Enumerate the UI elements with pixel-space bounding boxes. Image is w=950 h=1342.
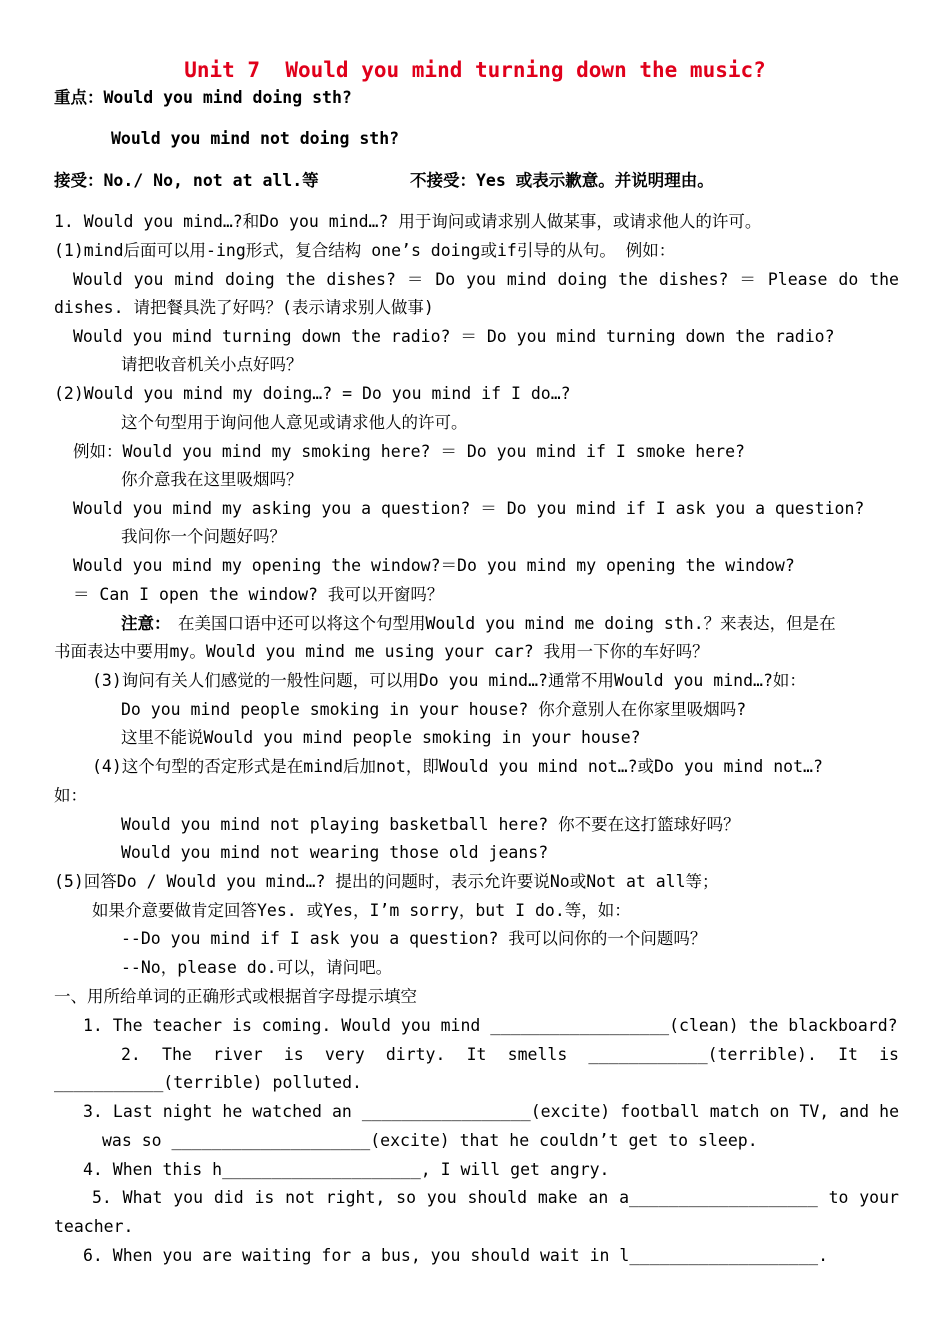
body-line: --Do you mind if I ask you a question? 我可以问你的一个问题吗？ xyxy=(121,929,707,948)
key-points-line1: 重点：Would you mind doing sth? xyxy=(54,88,352,107)
key-points-line2: Would you mind not doing sth? xyxy=(111,129,400,148)
body-line: 书面表达中要用my。Would you mind me using your car? 我用一下你的车好吗？ xyxy=(54,642,709,661)
body-line: Would you mind not wearing those old jeans? xyxy=(121,843,549,862)
body-line: Would you mind turning down the radio? ＝ Do you mind turning down the radio? xyxy=(73,327,835,346)
body-line: --No，please do.可以，请问吧。 xyxy=(121,958,393,977)
body-line: 请把收音机关小点好吗？ xyxy=(121,355,303,374)
exercise-heading: 一、用所给单词的正确形式或根据首字母提示填空 xyxy=(54,987,417,1006)
body-line: (3)询问有关人们感觉的一般性问题，可以用Do you mind…?通常不用Would you mind…?如： xyxy=(92,671,806,690)
exercise-item: 6. When you are waiting for a bus, you should wait in l___________________. xyxy=(83,1246,829,1265)
body-line: (5)回答Do / Would you mind…? 提出的问题时，表示允许要说No或Not at all等； xyxy=(54,872,719,891)
document-title: Unit 7 Would you mind turning down the music? xyxy=(184,58,766,82)
body-line: (2)Would you mind my doing…? = Do you mind if I do…? xyxy=(54,384,571,403)
exercise-item: 1. The teacher is coming. Would you mind __________________(clean) the blackboard? xyxy=(83,1016,898,1035)
body-line: 如果介意要做肯定回答Yes. 或Yes，I’m sorry，but I do.等，如： xyxy=(92,901,631,920)
body-line: Would you mind doing the dishes? ＝ Do you mind doing the dishes? ＝ Please do the xyxy=(73,270,899,289)
body-line: Do you mind people smoking in your house? 你介意别人在你家里吸烟吗? xyxy=(121,700,747,719)
body-line: 例如：Would you mind my smoking here? ＝ Do you mind if I smoke here? xyxy=(73,442,745,461)
exercise-item: 3. Last night he watched an _________________(excite) football match on TV, and he xyxy=(83,1102,899,1121)
body-line: Would you mind my asking you a question? ＝ Do you mind if I ask you a question? xyxy=(73,499,865,518)
body-line: 这里不能说Would you mind people smoking in your house? xyxy=(121,728,641,747)
body-line: 你介意我在这里吸烟吗？ xyxy=(121,470,303,489)
body-line: Would you mind my opening the window?＝Do you mind my opening the window? xyxy=(73,556,795,575)
exercise-item: 5. What you did is not right, so you should make an a___________________ to your xyxy=(92,1188,899,1207)
body-line: Would you mind not playing basketball here? 你不要在这打篮球好吗？ xyxy=(121,815,740,834)
body-line: 我问你一个问题好吗？ xyxy=(121,527,286,546)
exercise-item: teacher. xyxy=(54,1217,134,1236)
body-line: (1)mind后面可以用-ing形式，复合结构 one’s doing或if引导的从句。 例如： xyxy=(54,241,676,260)
reject-line: 不接受：Yes 或表示歉意。并说明理由。 xyxy=(410,171,714,190)
body-line: dishes. 请把餐具洗了好吗？(表示请求别人做事) xyxy=(54,298,434,317)
note-label: 注意： xyxy=(121,614,171,633)
body-line: (4)这个句型的否定形式是在mind后加not，即Would you mind not…?或Do you mind not…? xyxy=(92,757,823,776)
exercise-item: ___________(terrible) polluted. xyxy=(54,1073,362,1092)
body-line: 这个句型用于询问他人意见或请求他人的许可。 xyxy=(121,413,468,432)
body-line: 如： xyxy=(54,786,87,805)
exercise-item: 4. When this h____________________, I will get angry. xyxy=(83,1160,610,1179)
exercise-item: 2. The river is very dirty. It smells ____________(terrible). It is xyxy=(121,1045,899,1064)
exercise-item: was so ____________________(excite) that he couldn’t get to sleep. xyxy=(102,1131,758,1150)
body-line: ＝ Can I open the window? 我可以开窗吗？ xyxy=(73,585,444,604)
accept-line: 接受：No./ No, not at all.等 xyxy=(54,171,319,190)
body-line: 1. Would you mind…?和Do you mind…? 用于询问或请求别人做某事，或请求他人的许可。 xyxy=(54,212,762,231)
body-line: 在美国口语中还可以将这个句型用Would you mind me doing sth.？来表达，但是在 xyxy=(178,614,836,633)
